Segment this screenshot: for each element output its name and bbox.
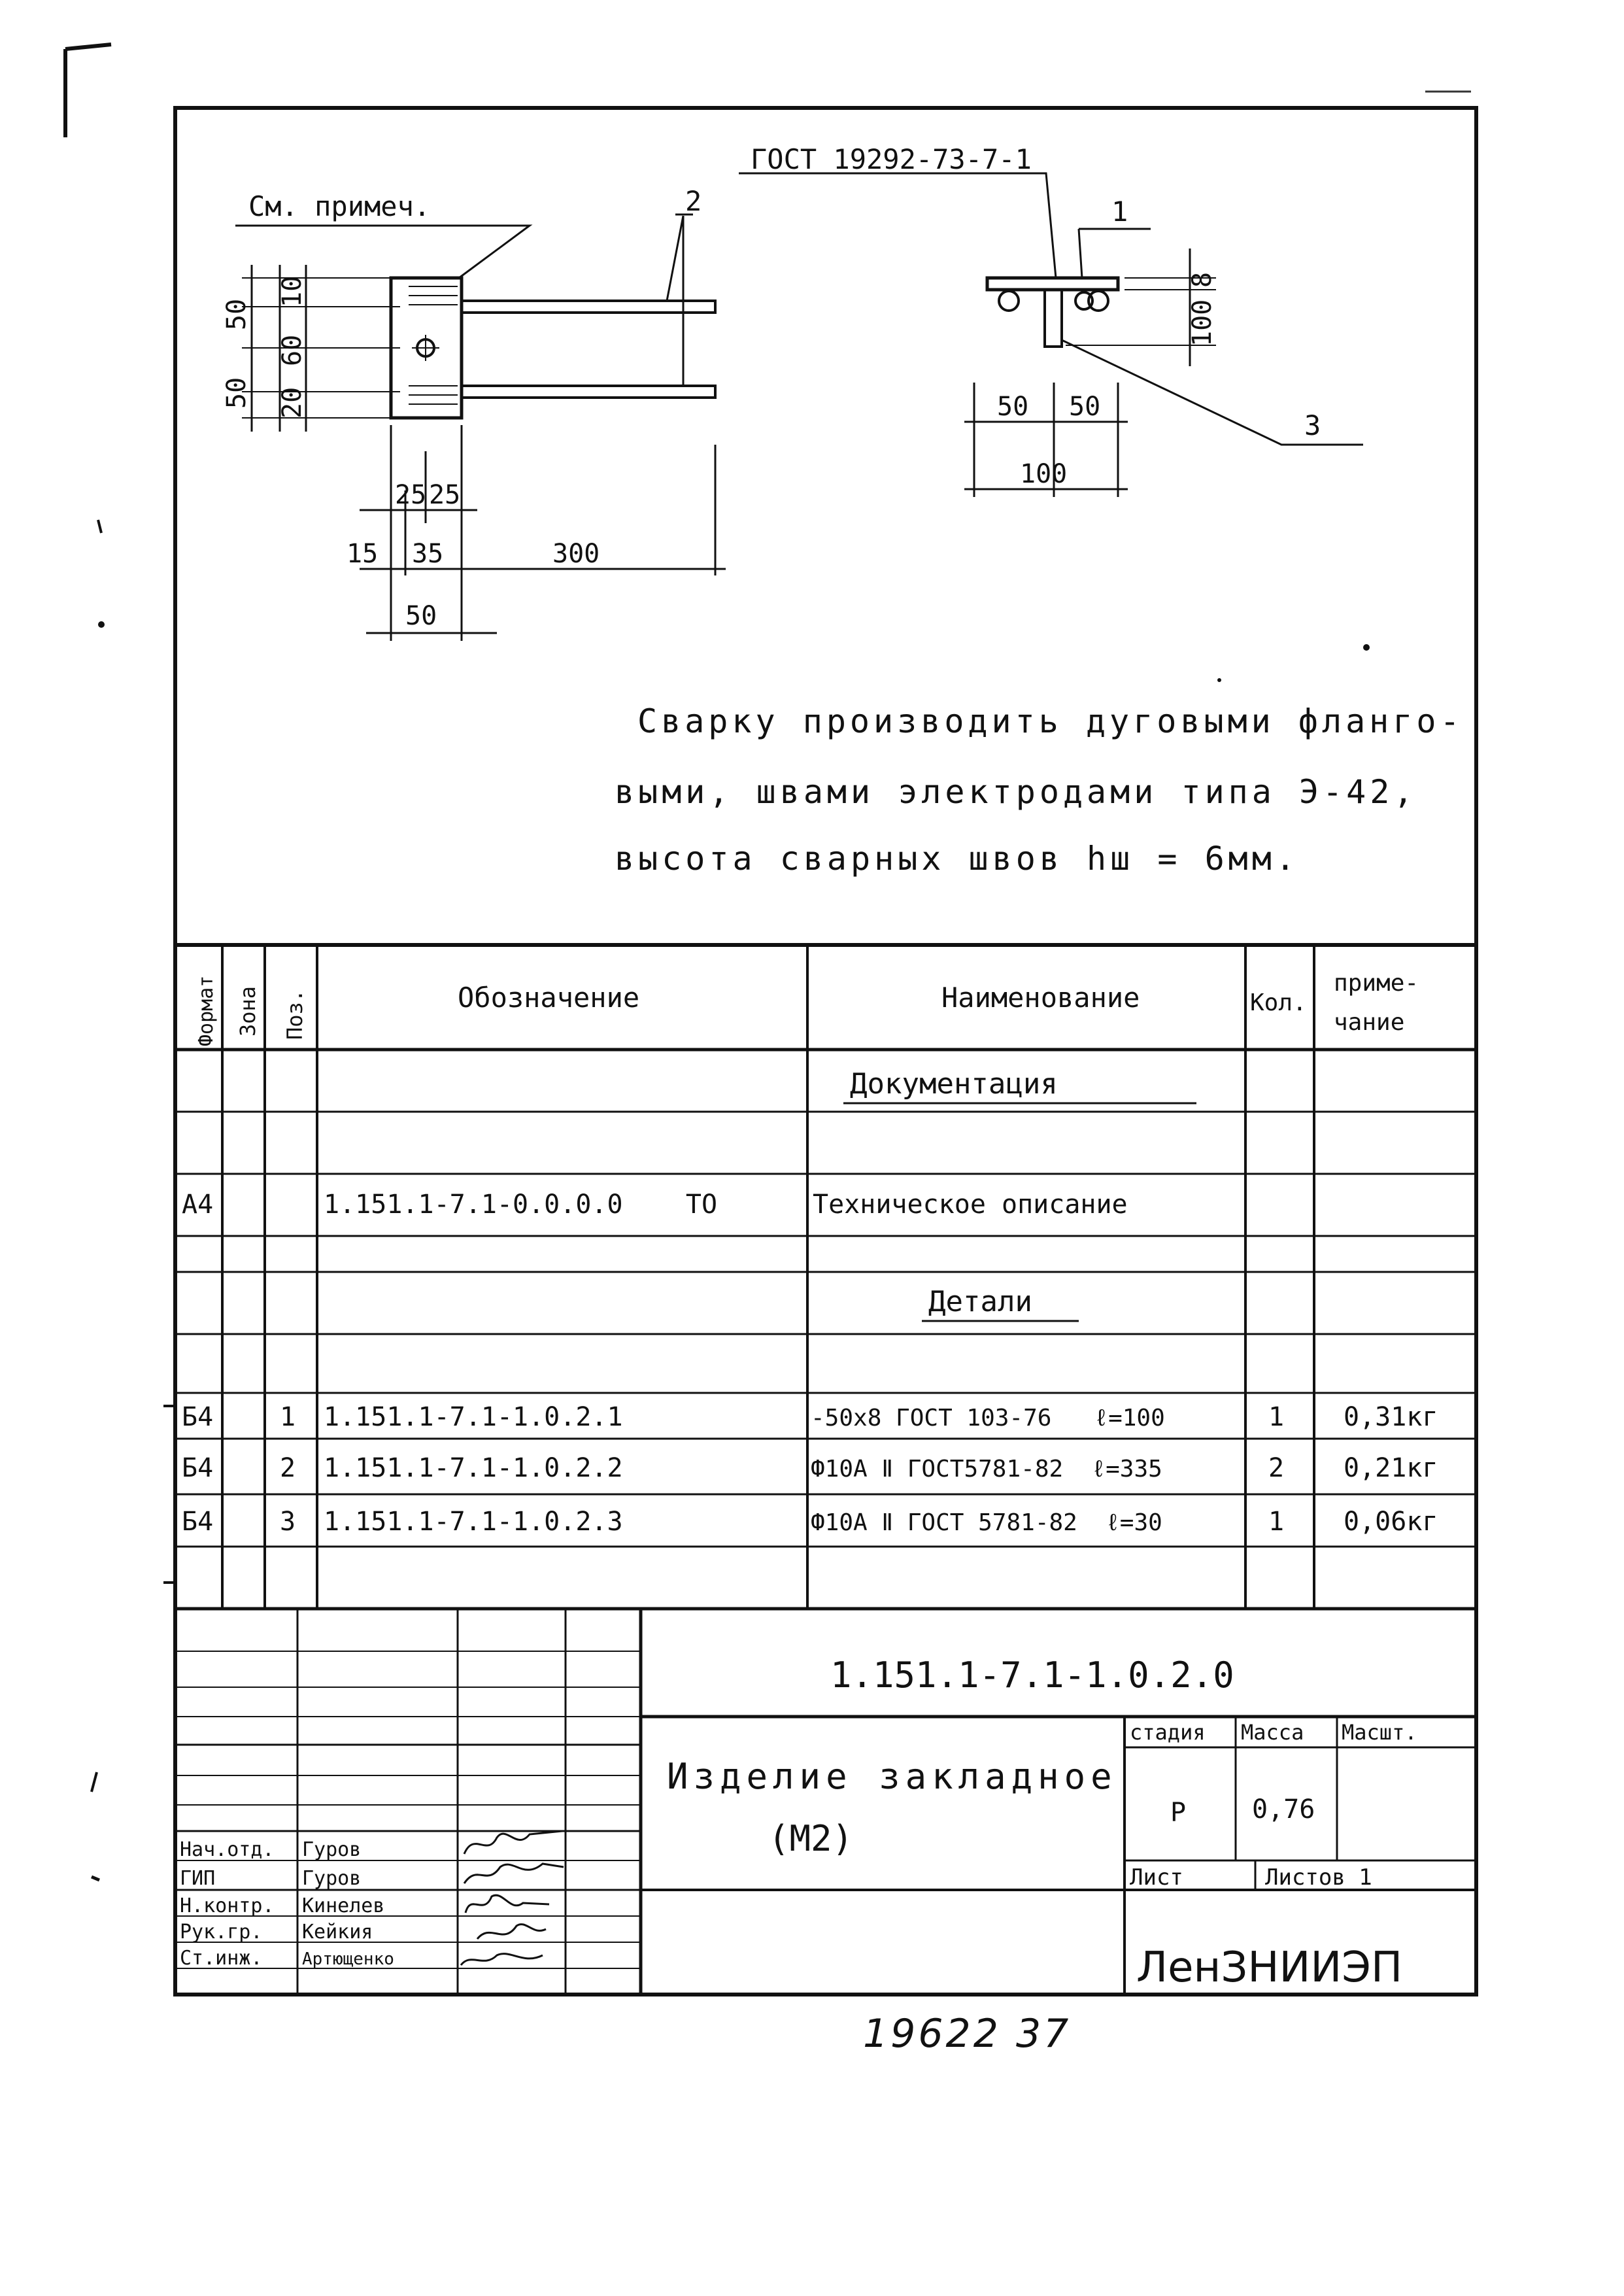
table-cell-designation: 1.151.1-7.1-1.0.2.2 [324,1453,623,1483]
dim-50-right-a: 50 [997,392,1029,422]
sheets-label: Листов 1 [1265,1864,1372,1891]
table-row [182,1453,1438,1483]
dim-25-right: 25 [429,480,461,510]
header-name: Наименование [941,982,1140,1014]
stray-mark [92,1877,99,1880]
table-cell-designation: 1.151.1-7.1-1.0.2.3 [324,1507,623,1537]
dim-v-outer-top: 50 [222,298,252,330]
table-cell-name: Ф10А Ⅱ ГОСТ5781-82 ℓ=335 [811,1456,1162,1482]
dim-8: 8 [1187,271,1217,288]
signatory-name: Кинелев [302,1894,385,1917]
signatory-name: Кейкия [302,1921,373,1944]
table-cell-pos: 2 [280,1453,296,1483]
signatory-role: ГИП [180,1867,216,1890]
header-designation: Обозначение [458,982,640,1014]
dim-v-inner-top: 10 [277,275,307,307]
stage-value: Р [1170,1798,1187,1828]
signatory-name: Гуров [302,1838,362,1861]
dim-100-right: 100 [1020,459,1068,489]
organization-name: ЛенЗНИИЭП [1136,1944,1403,1992]
archive-number: 19622 37 [863,2011,1072,2057]
dim-35: 35 [412,539,444,569]
dim-15: 15 [347,539,379,569]
table-row [182,1507,1438,1537]
mass-label: Масса [1241,1720,1304,1745]
note-reference-label: См. примеч. [248,190,431,222]
dim-v-inner-bottom: 20 [277,386,307,419]
signatory-role: Нач.отд. [180,1838,275,1861]
sheet-label: Лист [1130,1864,1183,1891]
table-row [182,1402,1438,1432]
table-row [922,1285,1079,1321]
header-pos: Поз. [282,989,307,1040]
table-cell-designation: 1.151.1-7.1-0.0.0.0 ТО [324,1190,718,1220]
dim-50-bottom: 50 [405,601,437,631]
header-note-line-1: приме- [1334,970,1419,997]
table-row [182,1190,1128,1220]
gost-reference: ГОСТ 19292-73-7-1 [751,143,1032,175]
welding-note-line-1: Сварку производить дуговыми фланго- [637,702,1464,740]
header-note-line-2: чание [1334,1009,1405,1036]
signatory-name: Артющенко [302,1949,394,1969]
table-row [843,1067,1196,1103]
speck [1217,678,1221,682]
header-format: Формат [195,975,218,1046]
scale-label: Масшт. [1342,1720,1417,1745]
signatory-role: Ст.инж. [180,1947,263,1970]
signatory-role: Н.контр. [180,1894,275,1917]
handwritten-signatures [461,1831,564,1965]
table-cell-pos: 1 [280,1402,296,1432]
dim-v-outer-bottom: 50 [222,377,252,409]
dim-v-inner-mid: 60 [277,334,307,366]
signatory-name: Гуров [302,1867,362,1890]
table-cell-note: 0,06кг [1344,1507,1438,1537]
stray-mark [98,520,101,533]
right-view-drawing [739,173,1363,497]
table-cell-pos: 3 [280,1507,296,1537]
stage-label: стадия [1130,1720,1206,1745]
document-code: 1.151.1-7.1-1.0.2.0 [830,1654,1234,1696]
table-cell-qty: 1 [1268,1402,1285,1432]
table-cell-format: Б4 [182,1453,214,1483]
table-cell-designation: 1.151.1-7.1-1.0.2.1 [324,1402,623,1432]
table-cell-format: Б4 [182,1402,214,1432]
stray-mark [92,1772,97,1792]
callout-2: 2 [685,185,702,217]
welding-note-line-2: выми, швами электродами типа Э-42, [615,773,1417,811]
product-title-line-1: Изделие закладное [667,1756,1117,1797]
header-qty: Кол. [1250,989,1307,1016]
header-zone: Зона [235,985,260,1037]
table-cell-qty: 1 [1268,1507,1285,1537]
product-title-line-2: (М2) [768,1818,854,1859]
table-cell-name: Техническое описание [813,1190,1128,1220]
callout-3: 3 [1304,409,1321,441]
mass-value: 0,76 [1252,1794,1315,1825]
table-cell-name: Документация [850,1067,1058,1101]
signatory-role: Рук.гр. [180,1921,263,1944]
callout-1: 1 [1111,196,1128,228]
corner-mark [65,44,111,137]
table-cell-name: Ф10А Ⅱ ГОСТ 5781-82 ℓ=30 [811,1509,1162,1536]
speck [1363,644,1370,651]
dim-100-vertical: 100 [1187,299,1217,347]
welding-note-line-3: высота сварных швов hш = 6мм. [615,840,1299,878]
table-cell-qty: 2 [1268,1453,1285,1483]
table-cell-name: -50x8 ГОСТ 103-76 ℓ=100 [811,1405,1165,1431]
table-cell-note: 0,21кг [1344,1453,1438,1483]
table-cell-name: Детали [928,1285,1032,1318]
table-cell-format: Б4 [182,1507,214,1537]
dim-25-left: 25 [395,480,427,510]
table-cell-format: А4 [182,1190,214,1220]
table-cell-note: 0,31кг [1344,1402,1438,1432]
dim-50-right-b: 50 [1069,392,1101,422]
dim-300: 300 [552,539,600,569]
stray-mark [98,621,105,628]
left-view-drawing [235,214,726,641]
